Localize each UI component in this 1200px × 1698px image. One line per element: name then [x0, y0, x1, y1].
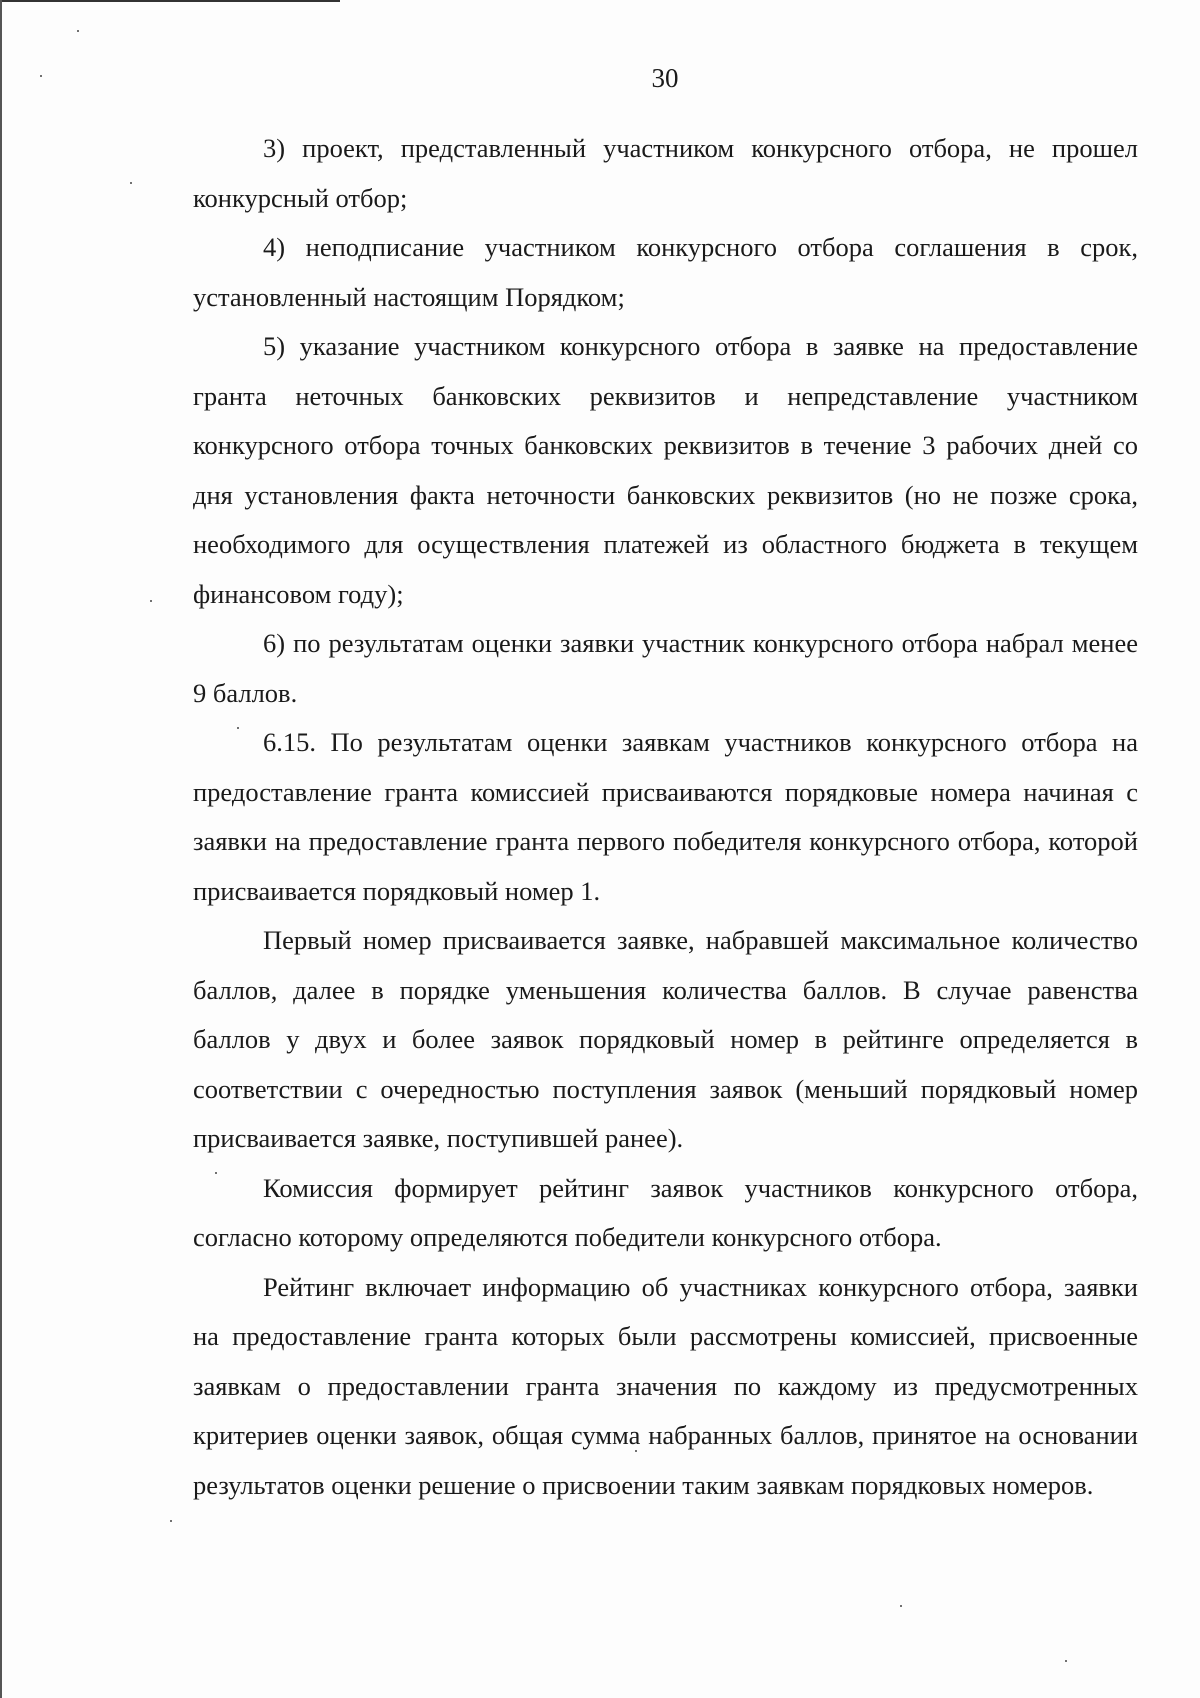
document-body: [193, 124, 1138, 1510]
page-top-edge: [0, 0, 340, 2]
paragraph-item-6: 6) по результатам оценки заявки участник конкурсного отбора набрал менее 9 баллов.: [193, 628, 1138, 708]
scan-speck: [215, 1172, 217, 1174]
paragraph-item-3: 3) проект, представленный участником конкурсного отбора, не прошел конкурсный отбор;: [193, 133, 1138, 213]
paragraph-clause-6-15: 6.15. По результатам оценки заявкам участников конкурсного отбора на предоставление гранта комиссией присваиваются порядковые номера начиная с заявки на предоставление гранта первого победителя конкурсного отбора, которой присваивается порядковый номер 1.: [193, 727, 1138, 906]
page-number: 30: [651, 63, 679, 93]
paragraph-rating-formation: Комиссия формирует рейтинг заявок участников конкурсного отбора, согласно которому определяются победители конкурсного отбора.: [193, 1172, 1138, 1252]
page-left-edge: [0, 0, 2, 1698]
scan-speck: [130, 182, 132, 184]
paragraph-item-4: 4) неподписание участником конкурсного отбора соглашения в срок, установленный настоящим Порядком;: [193, 232, 1138, 312]
scan-speck: [900, 1605, 902, 1607]
scan-speck: [150, 600, 152, 602]
scan-speck: [1065, 1660, 1067, 1662]
scan-speck: [40, 75, 42, 77]
scan-speck: [77, 30, 79, 32]
scan-speck: [170, 1520, 172, 1522]
scan-speck: [635, 1450, 637, 1452]
paragraph-item-5: 5) указание участником конкурсного отбора в заявке на предоставление гранта неточных банковских реквизитов и непредставление участником конкурсного отбора точных банковских реквизитов в течение 3 рабочих дней со дня установления факта неточности банковских реквизитов (но не позже срока, необходимого для осуществления платежей из областного бюджета в текущем финансовом году);: [193, 331, 1138, 609]
scan-speck: [237, 727, 239, 729]
paragraph-rating-contents: Рейтинг включает информацию об участниках конкурсного отбора, заявки на предоставление гранта которых были рассмотрены комиссией, присвоенные заявкам о предоставлении гранта значения по каждому из предусмотренных критериев оценки заявок, общая сумма набранных баллов, принятое на основании результатов оценки решение о присвоении таким заявкам порядковых номеров.: [193, 1271, 1138, 1500]
paragraph-numbering-rules: Первый номер присваивается заявке, набравшей максимальное количество баллов, далее в порядке уменьшения количества баллов. В случае равенства баллов у двух и более заявок порядковый номер в рейтинге определяется в соответствии с очередностью поступления заявок (меньший порядковый номер присваивается заявке, поступившей ранее).: [193, 925, 1138, 1153]
